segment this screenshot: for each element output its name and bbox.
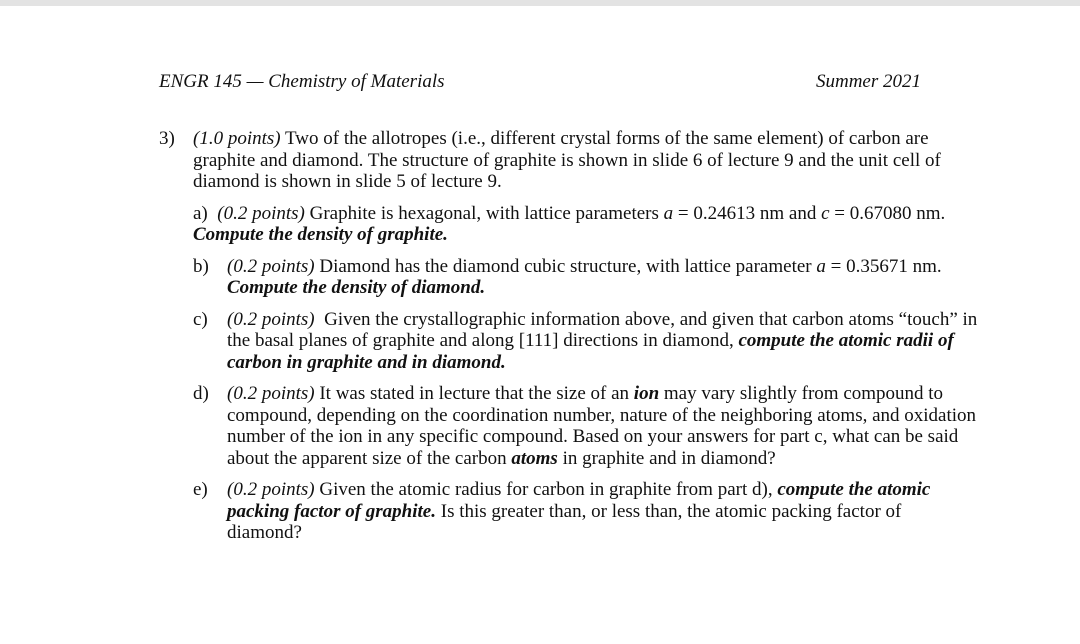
part-c-label: c) <box>193 308 208 330</box>
part-b-task: Compute the density of diamond. <box>227 277 486 298</box>
part-d-label: d) <box>193 383 209 404</box>
part-c-task: compute the atomic radii of carbon in graphite and in diamond. <box>227 330 954 373</box>
part-d-text-3: in graphite and in diamond? <box>557 447 776 469</box>
question-parts <box>193 202 983 544</box>
part-b-label: b) <box>193 255 209 277</box>
part-e-label: e) <box>193 479 208 500</box>
part-a-text-3: = 0.67080 nm. <box>829 202 946 224</box>
part-b-var-a: a <box>816 255 826 277</box>
term-label: Summer 2021 <box>815 71 921 92</box>
part-e <box>193 479 979 544</box>
course-title: ENGR 145 — Chemistry of Materials <box>159 71 445 92</box>
part-a <box>193 203 979 246</box>
part-a-points: (0.2 points) <box>217 202 305 224</box>
part-d-text-1: It was stated in lecture that the size of an <box>314 383 634 404</box>
part-d-atoms: atoms <box>511 447 558 469</box>
part-c <box>193 308 983 374</box>
part-a-text-1: Graphite is hexagonal, with lattice parameters <box>304 202 664 224</box>
question-body <box>193 128 979 193</box>
part-b-text-1: Diamond has the diamond cubic structure, with lattice parameter <box>314 255 817 277</box>
part-e-points: (0.2 points) <box>227 479 315 500</box>
part-a-label: a) <box>193 202 208 224</box>
part-b <box>193 256 979 299</box>
part-a-var-c: c <box>821 202 830 224</box>
page-header <box>159 71 921 95</box>
part-e-text-1: Given the atomic radius for carbon in graphite from part d), <box>314 479 778 500</box>
part-d-points: (0.2 points) <box>227 383 315 404</box>
question-3 <box>159 128 983 554</box>
part-e-text-2: Is this greater than, or less than, the atomic packing factor of diamond? <box>227 500 902 543</box>
part-d <box>193 383 979 469</box>
part-d-ion: ion <box>633 383 660 404</box>
question-text: Two of the allotropes (i.e., different crystal forms of the same element) of carbon are graphite and diamond. The structure of graphite is shown in slide 6 of lecture 9 and the unit cell of diamond is shown in slide 5 of lecture 9. <box>193 128 941 192</box>
part-a-task: Compute the density of graphite. <box>193 224 448 245</box>
part-e-task: compute the atomic packing factor of graphite. <box>227 479 931 522</box>
top-bar <box>0 0 1080 6</box>
part-c-text-1: Given the crystallographic information above, and given that carbon atoms “touch” in the basal planes of graphite and along [111] directions in diamond, <box>227 308 983 351</box>
part-a-text-2: = 0.24613 nm and <box>673 202 822 224</box>
part-c-points: (0.2 points) <box>227 308 315 330</box>
part-d-text-2: may vary slightly from compound to compound, depending on the coordination number, nature of the neighboring atoms, and oxidation number of the ion in any specific compound. Based on your answers for part c, what can be said about the apparent size of the carbon <box>227 383 977 469</box>
part-b-points: (0.2 points) <box>227 255 315 277</box>
question-points: (1.0 points) <box>193 128 281 149</box>
part-b-text-2: = 0.35671 nm. <box>825 255 942 277</box>
question-number: 3) <box>159 128 175 149</box>
part-a-var-a: a <box>663 202 674 224</box>
